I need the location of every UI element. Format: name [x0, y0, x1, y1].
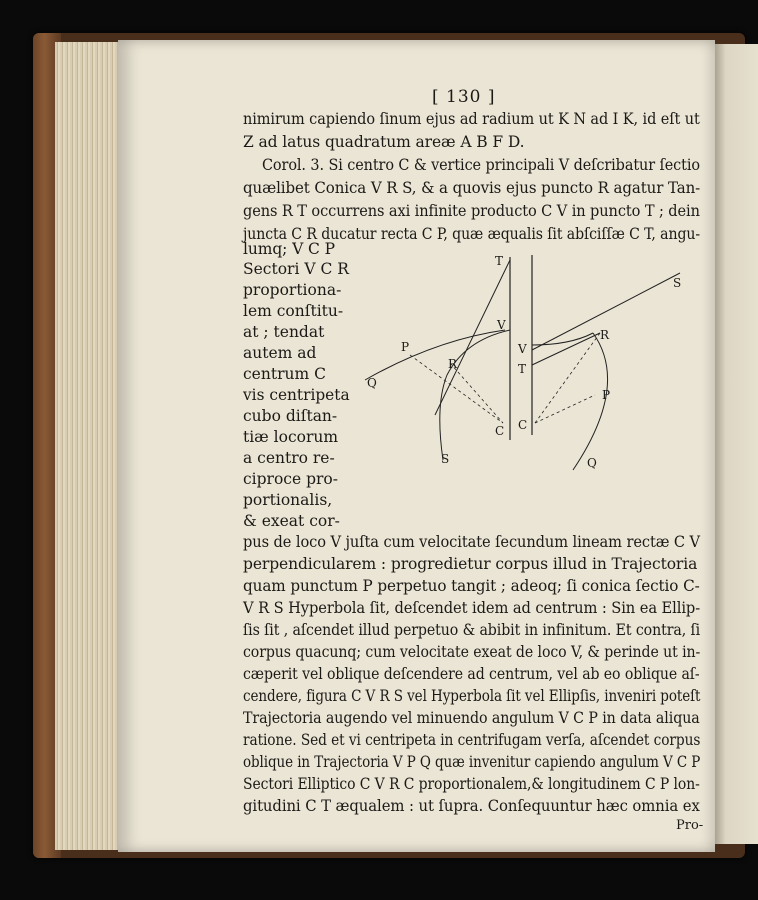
- side-text-line: at ; tendat: [243, 323, 325, 341]
- text-line: Sectori Elliptico C V R C proportionalem,& longitudinem C P lon-: [243, 775, 700, 793]
- text-line: Corol. 3. Si centro C & vertice principali V deſcribatur ſectio: [262, 156, 700, 174]
- text-line: cendere, figura C V R S vel Hyperbola ſit vel Ellipſis, inveniri poteſt: [243, 687, 701, 705]
- label-C-right: C: [518, 418, 528, 432]
- page-number: [ 130 ]: [432, 87, 496, 107]
- side-text-line: lem conſtitu-: [243, 302, 344, 320]
- catchword: Pro-: [676, 818, 704, 833]
- text-line: nimirum capiendo ſinum ejus ad radium ut K N ad I K, id eſt ut: [243, 110, 700, 128]
- text-line: quælibet Conica V R S, & a quovis ejus puncto R agatur Tan-: [243, 179, 701, 197]
- side-text-line: ciproce pro-: [243, 470, 338, 488]
- text-line: Z ad latus quadratum areæ A B F D.: [243, 133, 525, 151]
- side-text-line: cubo diſtan-: [243, 407, 338, 425]
- side-text-line: portionalis,: [243, 491, 333, 509]
- text-line: gitudini C T æqualem : ut ſupra. Conſequuntur hæc omnia ex: [243, 797, 700, 815]
- radius-cr-right: [535, 333, 600, 423]
- label-P-left: P: [401, 340, 410, 354]
- label-R-right: R: [600, 328, 610, 342]
- text-line: ſis ſit , aſcendet illud perpetuo & abibit in infinitum. Et contra, ſi: [243, 621, 701, 639]
- text-line: cæperit vel oblique deſcendere ad centrum, vel ab eo oblique aſ-: [243, 665, 700, 683]
- trajectory-curve-left: [365, 330, 505, 380]
- conic-vertex-right: [532, 333, 593, 345]
- side-text-line: vis centripeta: [243, 386, 350, 404]
- label-T-left: T: [495, 254, 504, 268]
- label-S-left: S: [441, 452, 450, 466]
- side-text-line: Sectori V C R: [243, 260, 349, 278]
- side-text-line: tiæ locorum: [243, 428, 339, 446]
- text-line: quam punctum P perpetuo tangit ; adeoq; ſi conica ſectio C-: [243, 577, 700, 595]
- label-T-right: T: [518, 362, 527, 376]
- label-R-left: R: [448, 357, 458, 371]
- radius-cp-right: [535, 395, 595, 423]
- page-edges: [55, 42, 125, 850]
- label-P-right: P: [602, 388, 611, 402]
- conic-curve-left: [440, 330, 510, 460]
- radius-cr-left: [450, 363, 503, 423]
- text-line: pus de loco V juſta cum velocitate ſecundum lineam rectæ C V: [243, 533, 701, 551]
- text-line: corpus quacunq; cum velocitate exeat de loco V, & perinde ut in-: [243, 643, 701, 661]
- side-text-line: proportiona-: [243, 281, 342, 299]
- side-text-line: autem ad: [243, 344, 317, 362]
- conic-section-figure: [355, 245, 690, 480]
- text-line: ratione. Sed et vi centripeta in centrifugam verſa, aſcendet corpus: [243, 731, 701, 749]
- label-V-left: V: [497, 318, 506, 332]
- text-line: V R S Hyperbola ſit, deſcendet idem ad centrum : Sin ea Ellip-: [243, 599, 701, 617]
- label-V-right: V: [518, 342, 527, 356]
- text-line: gens R T occurrens axi infinite producto C V in puncto T ; dein: [243, 202, 700, 220]
- side-text-line: centrum C: [243, 365, 326, 383]
- text-line: juncta C R ducatur recta C P, quæ æqualis ſit abſciſſæ C T, angu-: [243, 225, 701, 243]
- text-line: Trajectoria augendo vel minuendo angulum V C P in data aliqua: [243, 709, 700, 727]
- tangent-line-right: [532, 333, 600, 365]
- label-S-right: S: [673, 276, 682, 290]
- label-C-left: C: [495, 424, 505, 438]
- side-text-line: a centro re-: [243, 449, 335, 467]
- tangent-line-left: [435, 260, 510, 415]
- text-line: perpendicularem : progredietur corpus illud in Trajectoria: [243, 555, 698, 573]
- text-line: oblique in Trajectoria V P Q quæ invenitur capiendo angulum V C P: [243, 753, 701, 771]
- side-text-line: & exeat cor-: [243, 512, 340, 530]
- facing-page-edge: [712, 44, 758, 844]
- label-Q-right: Q: [587, 456, 597, 470]
- label-Q-left: Q: [367, 376, 377, 390]
- text-line: lumq; V C P: [243, 240, 335, 258]
